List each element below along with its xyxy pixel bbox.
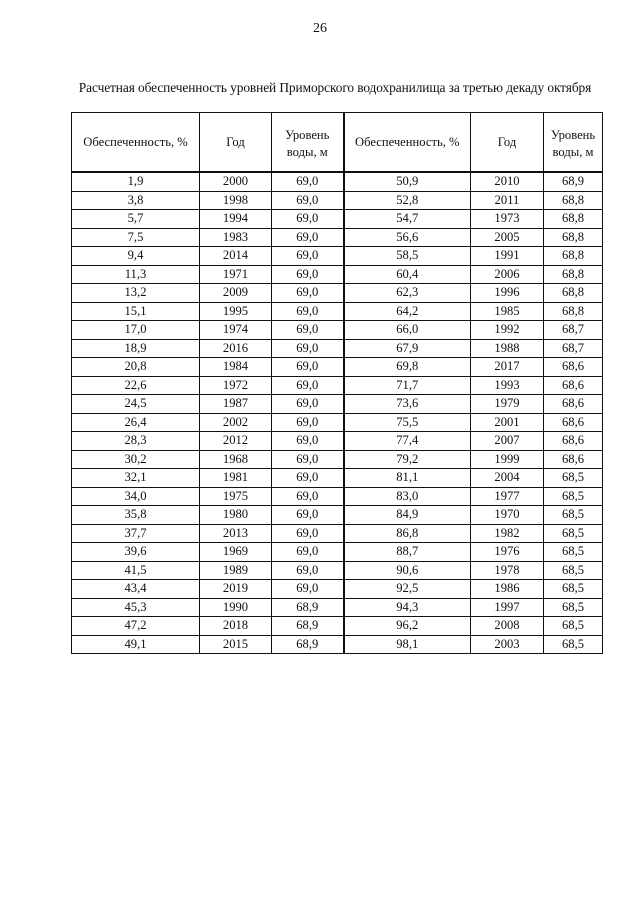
- probability-cell: 66,0: [344, 321, 471, 340]
- level-cell: 68,5: [544, 487, 603, 506]
- probability-cell: 3,8: [72, 191, 200, 210]
- level-cell: 68,8: [544, 247, 603, 266]
- level-cell: 69,0: [272, 376, 344, 395]
- level-cell: 68,5: [544, 524, 603, 543]
- level-cell: 68,6: [544, 358, 603, 377]
- header-level-1: Уровень воды, м: [272, 113, 344, 173]
- probability-cell: 20,8: [72, 358, 200, 377]
- level-cell: 69,0: [272, 580, 344, 599]
- probability-cell: 22,6: [72, 376, 200, 395]
- level-cell: 69,0: [272, 339, 344, 358]
- probability-cell: 77,4: [344, 432, 471, 451]
- table-row: [72, 432, 603, 451]
- year-cell: 1996: [471, 284, 544, 303]
- table-row: [72, 210, 603, 229]
- level-cell: 68,6: [544, 432, 603, 451]
- probability-cell: 73,6: [344, 395, 471, 414]
- table-row: [72, 321, 603, 340]
- table-caption: Расчетная обеспеченность уровней Приморского водохранилища за третью декаду октября: [78, 80, 592, 95]
- probability-cell: 34,0: [72, 487, 200, 506]
- year-cell: 1988: [471, 339, 544, 358]
- level-cell: 69,0: [272, 395, 344, 414]
- year-cell: 2014: [200, 247, 272, 266]
- level-cell: 69,0: [272, 358, 344, 377]
- year-cell: 1976: [471, 543, 544, 562]
- probability-cell: 96,2: [344, 617, 471, 636]
- probability-cell: 37,7: [72, 524, 200, 543]
- year-cell: 1993: [471, 376, 544, 395]
- probability-cell: 81,1: [344, 469, 471, 488]
- probability-cell: 41,5: [72, 561, 200, 580]
- table-row: [72, 524, 603, 543]
- year-cell: 2013: [200, 524, 272, 543]
- table-row: [72, 172, 603, 191]
- table-row: [72, 413, 603, 432]
- level-cell: 68,8: [544, 284, 603, 303]
- year-cell: 2004: [471, 469, 544, 488]
- level-cell: 69,0: [272, 413, 344, 432]
- level-cell: 68,9: [544, 172, 603, 191]
- level-cell: 68,6: [544, 395, 603, 414]
- level-cell: 68,8: [544, 302, 603, 321]
- probability-cell: 94,3: [344, 598, 471, 617]
- year-cell: 1974: [200, 321, 272, 340]
- year-cell: 1999: [471, 450, 544, 469]
- probability-cell: 90,6: [344, 561, 471, 580]
- level-cell: 69,0: [272, 561, 344, 580]
- year-cell: 1968: [200, 450, 272, 469]
- year-cell: 1984: [200, 358, 272, 377]
- level-cell: 68,9: [272, 635, 344, 654]
- probability-cell: 58,5: [344, 247, 471, 266]
- level-cell: 69,0: [272, 210, 344, 229]
- year-cell: 2018: [200, 617, 272, 636]
- probability-cell: 62,3: [344, 284, 471, 303]
- year-cell: 1982: [471, 524, 544, 543]
- year-cell: 2003: [471, 635, 544, 654]
- level-cell: 68,7: [544, 339, 603, 358]
- probability-cell: 84,9: [344, 506, 471, 525]
- level-cell: 69,0: [272, 524, 344, 543]
- probability-cell: 83,0: [344, 487, 471, 506]
- probability-cell: 45,3: [72, 598, 200, 617]
- probability-cell: 17,0: [72, 321, 200, 340]
- table-row: [72, 302, 603, 321]
- level-cell: 68,6: [544, 450, 603, 469]
- probability-cell: 13,2: [72, 284, 200, 303]
- level-cell: 69,0: [272, 506, 344, 525]
- level-cell: 68,5: [544, 598, 603, 617]
- table-row: [72, 487, 603, 506]
- level-cell: 69,0: [272, 172, 344, 191]
- probability-cell: 15,1: [72, 302, 200, 321]
- level-cell: 68,5: [544, 617, 603, 636]
- level-cell: 68,5: [544, 580, 603, 599]
- probability-cell: 39,6: [72, 543, 200, 562]
- year-cell: 1979: [471, 395, 544, 414]
- probability-cell: 69,8: [344, 358, 471, 377]
- probability-cell: 92,5: [344, 580, 471, 599]
- probability-cell: 88,7: [344, 543, 471, 562]
- level-cell: 69,0: [272, 284, 344, 303]
- probability-cell: 86,8: [344, 524, 471, 543]
- header-probability-1: Обеспеченность, %: [72, 113, 200, 173]
- year-cell: 1995: [200, 302, 272, 321]
- probability-cell: 79,2: [344, 450, 471, 469]
- probability-cell: 5,7: [72, 210, 200, 229]
- probability-cell: 26,4: [72, 413, 200, 432]
- probability-cell: 75,5: [344, 413, 471, 432]
- year-cell: 1994: [200, 210, 272, 229]
- year-cell: 2012: [200, 432, 272, 451]
- year-cell: 2015: [200, 635, 272, 654]
- table-row: [72, 358, 603, 377]
- year-cell: 1969: [200, 543, 272, 562]
- year-cell: 2019: [200, 580, 272, 599]
- year-cell: 1977: [471, 487, 544, 506]
- table-row: [72, 580, 603, 599]
- probability-cell: 49,1: [72, 635, 200, 654]
- probability-cell: 54,7: [344, 210, 471, 229]
- table-row: [72, 450, 603, 469]
- level-cell: 69,0: [272, 450, 344, 469]
- header-level-2: Уровень воды, м: [544, 113, 603, 173]
- year-cell: 2002: [200, 413, 272, 432]
- probability-cell: 9,4: [72, 247, 200, 266]
- probability-cell: 28,3: [72, 432, 200, 451]
- year-cell: 1983: [200, 228, 272, 247]
- header-probability-2: Обеспеченность, %: [344, 113, 471, 173]
- table-row: [72, 247, 603, 266]
- level-cell: 69,0: [272, 228, 344, 247]
- level-cell: 69,0: [272, 543, 344, 562]
- year-cell: 1981: [200, 469, 272, 488]
- header-year-2: Год: [471, 113, 544, 173]
- year-cell: 1975: [200, 487, 272, 506]
- level-cell: 68,8: [544, 191, 603, 210]
- level-cell: 68,5: [544, 635, 603, 654]
- year-cell: 1970: [471, 506, 544, 525]
- year-cell: 1972: [200, 376, 272, 395]
- year-cell: 1971: [200, 265, 272, 284]
- table-header-row: [72, 113, 603, 173]
- level-cell: 69,0: [272, 191, 344, 210]
- year-cell: 1986: [471, 580, 544, 599]
- probability-cell: 98,1: [344, 635, 471, 654]
- level-cell: 68,7: [544, 321, 603, 340]
- table-row: [72, 543, 603, 562]
- level-cell: 69,0: [272, 302, 344, 321]
- year-cell: 2005: [471, 228, 544, 247]
- year-cell: 1997: [471, 598, 544, 617]
- year-cell: 2010: [471, 172, 544, 191]
- probability-cell: 11,3: [72, 265, 200, 284]
- level-cell: 68,8: [544, 228, 603, 247]
- year-cell: 1987: [200, 395, 272, 414]
- level-cell: 69,0: [272, 247, 344, 266]
- year-cell: 2006: [471, 265, 544, 284]
- year-cell: 1992: [471, 321, 544, 340]
- probability-cell: 56,6: [344, 228, 471, 247]
- year-cell: 2016: [200, 339, 272, 358]
- probability-cell: 18,9: [72, 339, 200, 358]
- table-row: [72, 598, 603, 617]
- year-cell: 1998: [200, 191, 272, 210]
- probability-cell: 1,9: [72, 172, 200, 191]
- level-cell: 68,5: [544, 561, 603, 580]
- probability-cell: 64,2: [344, 302, 471, 321]
- level-cell: 68,9: [272, 617, 344, 636]
- year-cell: 2009: [200, 284, 272, 303]
- probability-cell: 47,2: [72, 617, 200, 636]
- level-cell: 68,9: [272, 598, 344, 617]
- year-cell: 1980: [200, 506, 272, 525]
- year-cell: 2011: [471, 191, 544, 210]
- year-cell: 1973: [471, 210, 544, 229]
- table-row: [72, 191, 603, 210]
- level-cell: 68,6: [544, 413, 603, 432]
- level-cell: 69,0: [272, 265, 344, 284]
- year-cell: 1991: [471, 247, 544, 266]
- probability-cell: 7,5: [72, 228, 200, 247]
- probability-cell: 43,4: [72, 580, 200, 599]
- year-cell: 1985: [471, 302, 544, 321]
- year-cell: 1990: [200, 598, 272, 617]
- probability-cell: 35,8: [72, 506, 200, 525]
- water-level-table: [71, 112, 603, 654]
- table-row: [72, 228, 603, 247]
- level-cell: 68,5: [544, 506, 603, 525]
- probability-cell: 30,2: [72, 450, 200, 469]
- year-cell: 1989: [200, 561, 272, 580]
- table-row: [72, 617, 603, 636]
- year-cell: 1978: [471, 561, 544, 580]
- header-year-1: Год: [200, 113, 272, 173]
- probability-cell: 71,7: [344, 376, 471, 395]
- level-cell: 69,0: [272, 321, 344, 340]
- table-row: [72, 469, 603, 488]
- probability-cell: 67,9: [344, 339, 471, 358]
- level-cell: 68,8: [544, 265, 603, 284]
- year-cell: 2000: [200, 172, 272, 191]
- table-row: [72, 339, 603, 358]
- probability-cell: 24,5: [72, 395, 200, 414]
- level-cell: 68,5: [544, 469, 603, 488]
- year-cell: 2017: [471, 358, 544, 377]
- page-number: 26: [313, 21, 327, 36]
- table-row: [72, 376, 603, 395]
- level-cell: 68,6: [544, 376, 603, 395]
- level-cell: 68,5: [544, 543, 603, 562]
- table-row: [72, 506, 603, 525]
- year-cell: 2001: [471, 413, 544, 432]
- year-cell: 2007: [471, 432, 544, 451]
- table-row: [72, 284, 603, 303]
- level-cell: 69,0: [272, 469, 344, 488]
- year-cell: 2008: [471, 617, 544, 636]
- level-cell: 68,8: [544, 210, 603, 229]
- level-cell: 69,0: [272, 487, 344, 506]
- probability-cell: 50,9: [344, 172, 471, 191]
- table-row: [72, 395, 603, 414]
- table-body: [72, 172, 603, 654]
- level-cell: 69,0: [272, 432, 344, 451]
- probability-cell: 32,1: [72, 469, 200, 488]
- probability-cell: 52,8: [344, 191, 471, 210]
- table-row: [72, 635, 603, 654]
- probability-cell: 60,4: [344, 265, 471, 284]
- table-row: [72, 265, 603, 284]
- table-row: [72, 561, 603, 580]
